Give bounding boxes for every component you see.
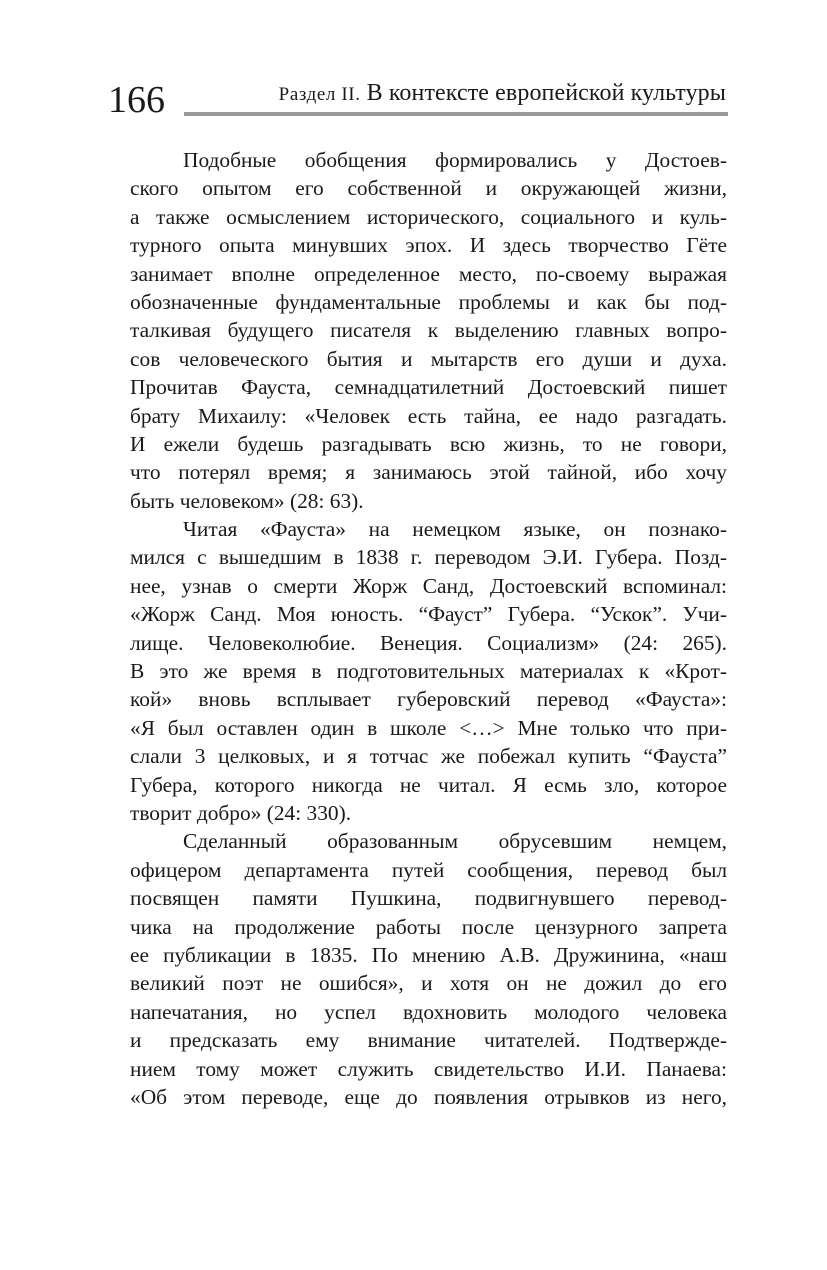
- text-line: брату Михаилу: «Человек есть тайна, ее надо разгадать.: [130, 403, 727, 428]
- paragraph-3: [130, 827, 727, 1111]
- text-line: Губера, которого никогда не читал. Я есмь зло, которое: [130, 772, 727, 797]
- text-line: а также осмыслением исторического, социального и куль-: [130, 204, 727, 229]
- text-line: нее, узнав о смерти Жорж Санд, Достоевский вспоминал:: [130, 573, 727, 598]
- text-line: мился с вышедшим в 1838 г. переводом Э.И. Губера. Позд-: [130, 545, 727, 570]
- running-head: [279, 80, 726, 108]
- text-line: ее публикации в 1835. По мнению А.В. Дружинина, «наш: [130, 942, 727, 967]
- text-line: и предсказать ему внимание читателей. Подтвержде-: [130, 1028, 727, 1053]
- text-line: быть человеком» (28: 63).: [130, 488, 364, 513]
- text-line: обозначенные фундаментальные проблемы и как бы под-: [130, 289, 727, 314]
- header-rule: [184, 112, 728, 116]
- text-line: занимает вполне определенное место, по-своему выражая: [130, 261, 727, 286]
- paragraph-2: [130, 515, 727, 827]
- text-line: талкивая будущего писателя к выделению главных вопро-: [130, 318, 727, 343]
- text-line: кой» вновь всплывает губеровский перевод «Фауста»:: [130, 687, 727, 712]
- page-header: [108, 72, 728, 122]
- paragraph-1: [130, 146, 727, 515]
- text-line: творит добро» (24: 330).: [130, 800, 352, 825]
- text-line: «Жорж Санд. Моя юность. “Фауст” Губера. “Ускок”. Учи-: [130, 602, 727, 627]
- text-line: чика на продолжение работы после цензурного запрета: [130, 914, 727, 939]
- text-line: турного опыта минувших эпох. И здесь творчество Гёте: [130, 233, 727, 258]
- text-line: Читая «Фауста» на немецком языке, он познако-: [183, 517, 727, 542]
- text-line: офицером департамента путей сообщения, перевод был: [130, 857, 727, 882]
- body-text: [130, 146, 727, 1111]
- text-line: Сделанный образованным обрусевшим немцем,: [183, 829, 727, 854]
- text-line: слали 3 целковых, и я тотчас же побежал купить “Фауста”: [130, 744, 727, 769]
- text-line: лище. Человеколюбие. Венеция. Социализм» (24: 265).: [130, 630, 727, 655]
- text-line: В это же время в подготовительных материалах к «Крот-: [130, 659, 727, 684]
- text-line: «Я был оставлен один в школе <…> Мне только что при-: [130, 715, 727, 740]
- text-line: ского опытом его собственной и окружающей жизни,: [130, 176, 727, 201]
- text-line: напечатания, но успел вдохновить молодого человека: [130, 999, 727, 1024]
- section-label: Раздел II.: [278, 84, 361, 105]
- section-title: В контексте европейской культуры: [366, 80, 726, 106]
- text-line: И ежели будешь разгадывать всю жизнь, то не говори,: [130, 431, 727, 456]
- text-line: Прочитав Фауста, семнадцатилетний Достоевский пишет: [130, 375, 727, 400]
- text-line: что потерял время; я занимаюсь этой тайной, ибо хочу: [130, 460, 727, 485]
- text-line: нием тому может служить свидетельство И.И. Панаева:: [130, 1056, 727, 1081]
- text-line: сов человеческого бытия и мытарств его души и духа.: [130, 346, 727, 371]
- text-line: «Об этом переводе, еще до появления отрывков из него,: [130, 1084, 727, 1109]
- text-line: великий поэт не ошибся», и хотя он не дожил до его: [130, 971, 727, 996]
- text-line: Подобные обобщения формировались у Достоев-: [183, 148, 727, 172]
- text-line: посвящен памяти Пушкина, подвигнувшего перевод-: [130, 886, 727, 911]
- page-number: 166: [108, 79, 165, 121]
